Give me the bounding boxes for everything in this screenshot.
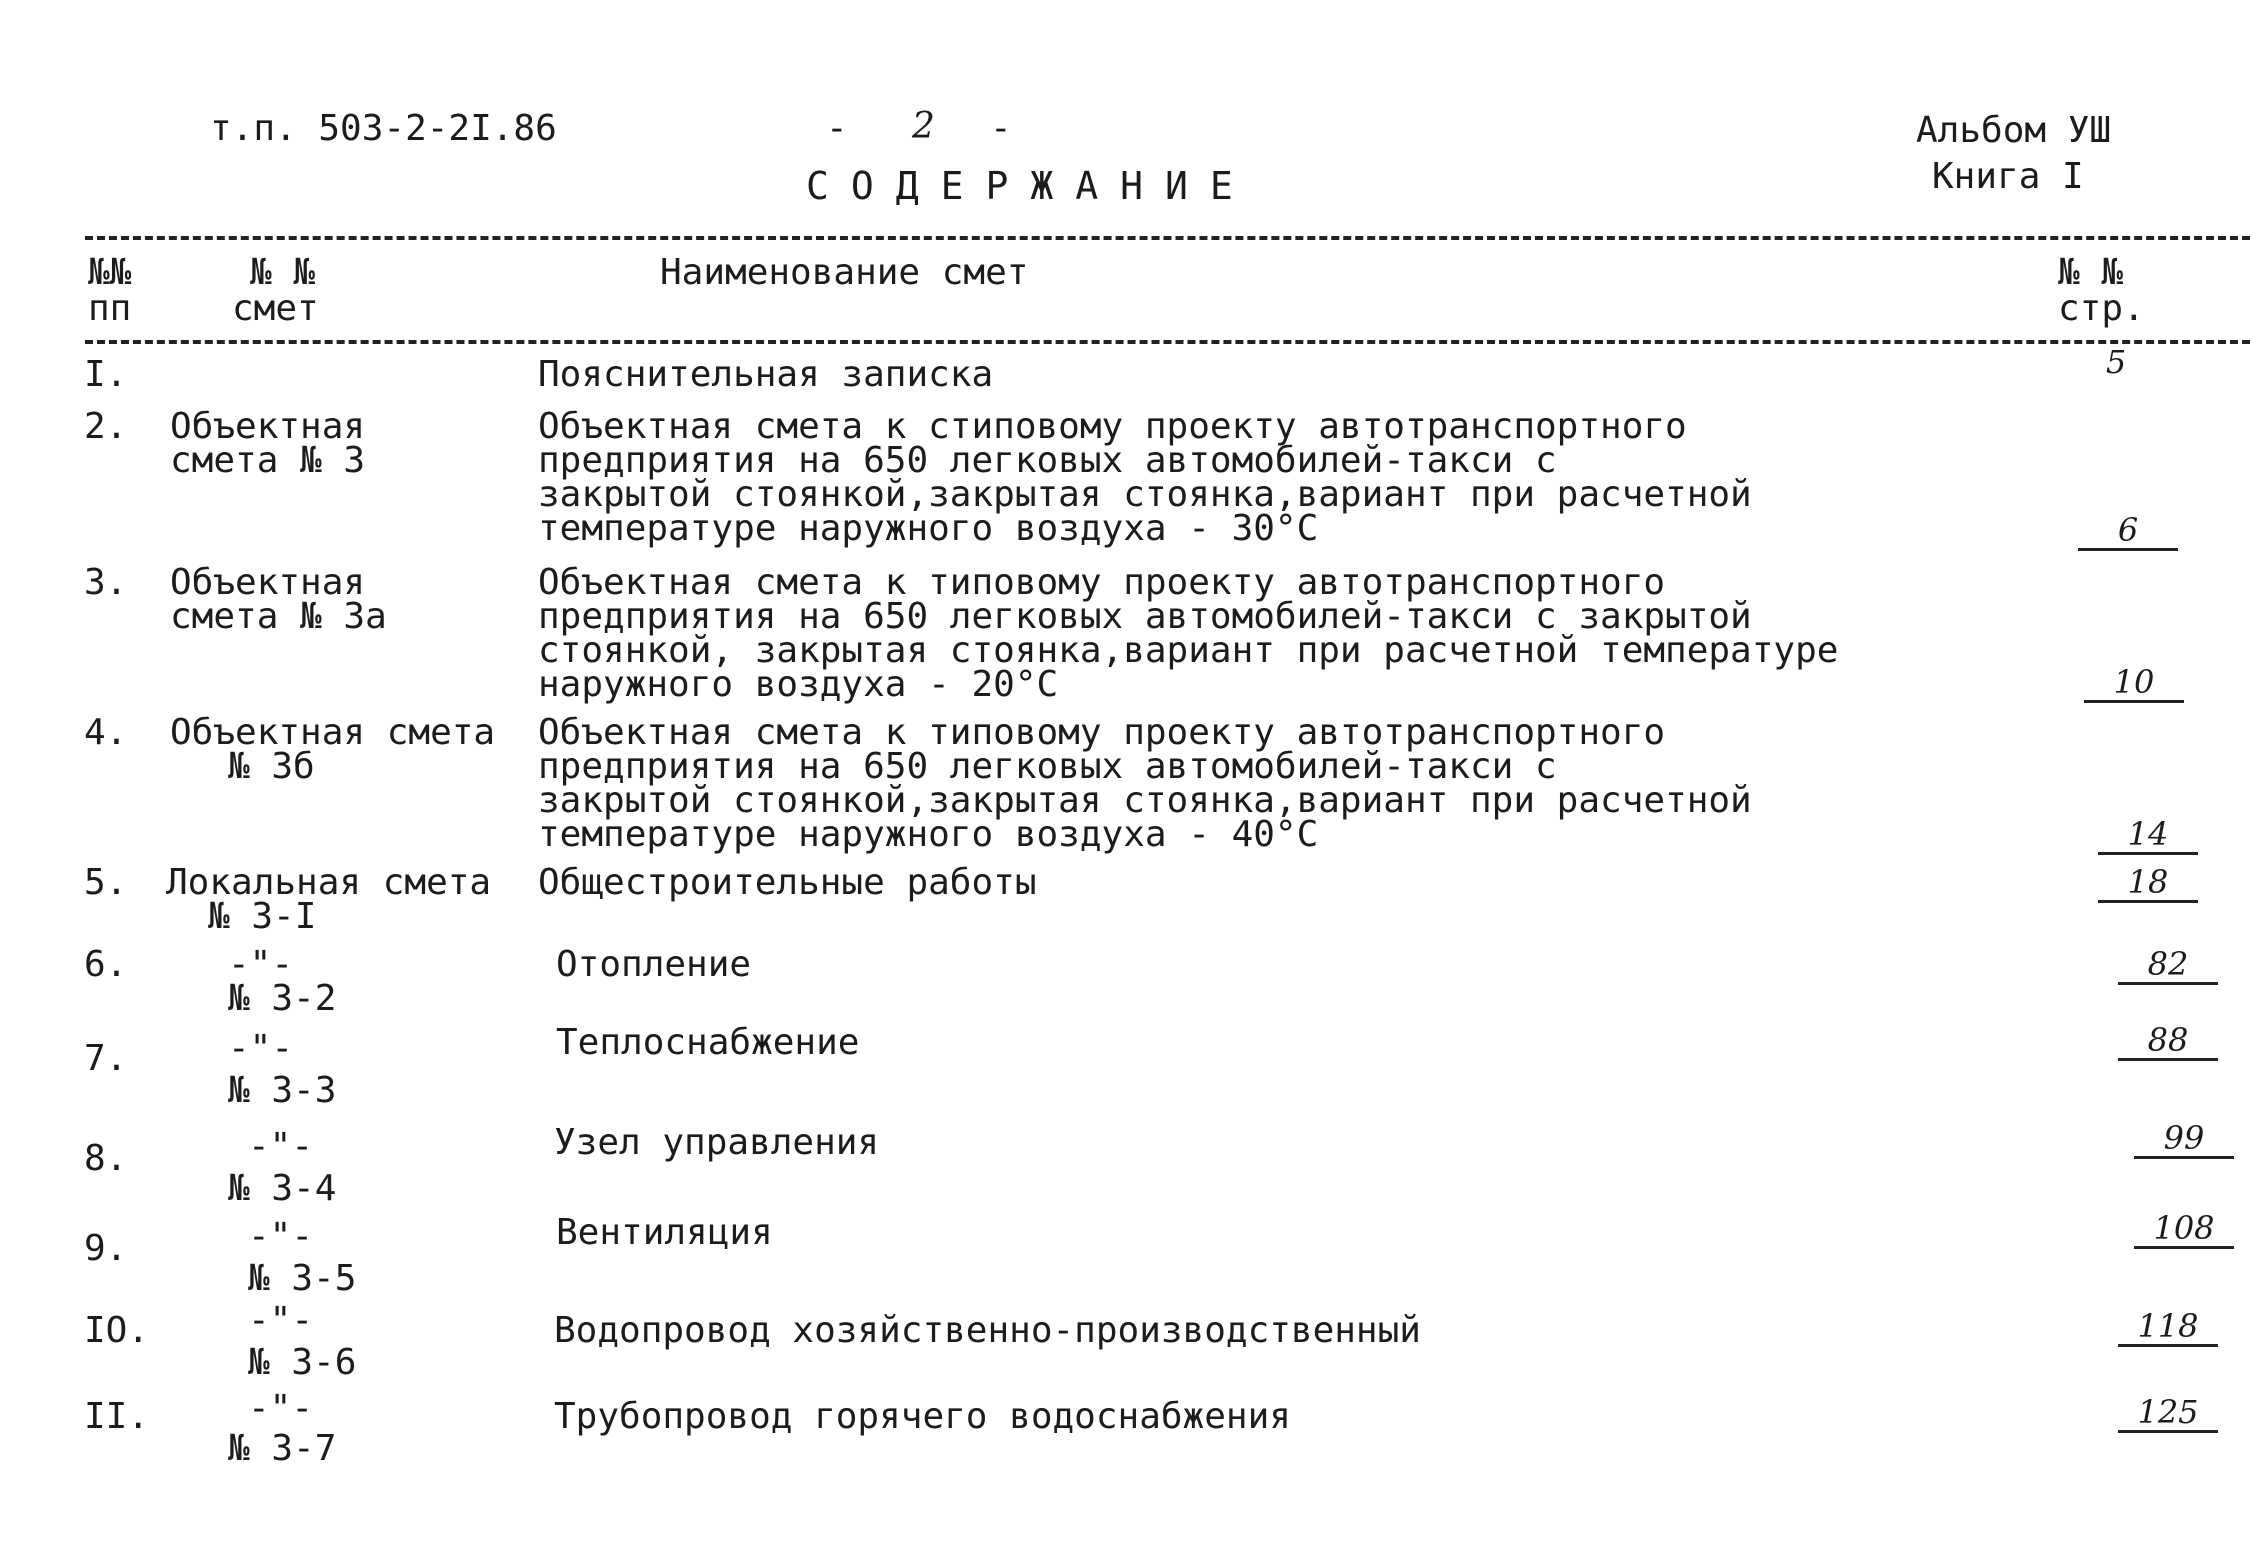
row-name-line: наружного воздуха - 20°С [538, 664, 1059, 705]
row-name-line: Объектная смета к стиповому проекту автотранспортного [538, 406, 1687, 447]
header-top-rule [85, 236, 2250, 240]
row-number: 7. [84, 1038, 128, 1079]
header-bottom-rule [85, 340, 2250, 344]
row-page-number: 125 [2118, 1394, 2218, 1433]
row-name-line: Трубопровод горячего водоснабжения [554, 1396, 1291, 1437]
row-page-number: 118 [2118, 1308, 2218, 1347]
document-code: т.п. 503-2-2I.86 [210, 108, 557, 149]
row-page-number: 18 [2098, 864, 2198, 903]
col-header-num-1: №№ [88, 252, 132, 293]
row-number: 5. [84, 862, 128, 903]
row-estimate-line2: № 3-2 [228, 978, 337, 1019]
row-name-line: предприятия на 650 легковых автомобилей-такси с [538, 440, 1557, 481]
row-name-line: Пояснительная записка [538, 354, 994, 395]
row-name-line: предприятия на 650 легковых автомобилей-такси с закрытой [538, 596, 1752, 637]
row-page-number: 10 [2084, 664, 2184, 703]
col-header-estimate-2: смет [232, 288, 319, 329]
row-estimate-line2: смета № 3а [170, 596, 387, 637]
row-estimate-line1: -"- [248, 1126, 314, 1167]
row-page-number: 5 [2105, 343, 2127, 381]
row-estimate-line2: смета № 3 [170, 440, 366, 481]
col-header-estimate-1: № № [250, 252, 316, 293]
page-number: 2 [912, 106, 935, 147]
row-estimate-line2: № 3-4 [228, 1168, 337, 1209]
row-number: 6. [84, 944, 128, 985]
row-number: I. [84, 354, 128, 395]
col-header-name: Наименование смет [660, 252, 1029, 293]
row-name-line: Узел управления [554, 1122, 880, 1163]
row-number: IO. [84, 1310, 150, 1351]
row-page-number: 14 [2098, 816, 2198, 855]
row-name-line: закрытой стоянкой,закрытая стоянка,вариант при расчетной [538, 780, 1752, 821]
row-estimate-line2: № 3-3 [228, 1070, 337, 1111]
row-name-line: предприятия на 650 легковых автомобилей-такси с [538, 746, 1557, 787]
row-page-number: 88 [2118, 1022, 2218, 1061]
row-name-line: Вентиляция [556, 1212, 773, 1253]
row-estimate-line1: Объектная [170, 562, 366, 603]
row-name-line: Объектная смета к типовому проекту автотранспортного [538, 562, 1666, 603]
row-estimate-line1: -"- [248, 1388, 314, 1429]
row-page-number: 6 [2078, 512, 2178, 551]
row-name-line: Объектная смета к типовому проекту автотранспортного [538, 712, 1666, 753]
album-label: Альбом УШ [1916, 110, 2112, 151]
row-name-line: Теплоснабжение [556, 1022, 860, 1063]
row-number: 4. [84, 712, 128, 753]
row-estimate-line1: -"- [248, 1300, 314, 1341]
row-estimate-line1: -"- [228, 1028, 294, 1069]
book-label: Книга I [1932, 156, 2084, 197]
row-estimate-line1: -"- [228, 944, 294, 985]
row-estimate-line1: Объектная смета [170, 712, 496, 753]
row-number: 2. [84, 406, 128, 447]
page-number-dash-left: - [826, 108, 848, 149]
row-page-number: 108 [2134, 1210, 2234, 1249]
page-title: СОДЕРЖАНИЕ [806, 164, 1255, 208]
row-estimate-line2: № 3-I [208, 896, 317, 937]
row-estimate-line1: Объектная [170, 406, 366, 447]
row-page-number: 99 [2134, 1120, 2234, 1159]
col-header-page-1: № № [2058, 252, 2124, 293]
page-number-dash-right: - [990, 108, 1012, 149]
row-number: II. [84, 1396, 150, 1437]
row-estimate-line2: № 3-6 [248, 1342, 357, 1383]
row-name-line: температуре наружного воздуха - 30°С [538, 508, 1319, 549]
row-name-line: Отопление [556, 944, 752, 985]
row-name-line: температуре наружного воздуха - 40°С [538, 814, 1319, 855]
col-header-page-2: стр. [2058, 288, 2145, 329]
row-estimate-line1: Локальная смета [166, 862, 492, 903]
row-estimate-line2: № 3-7 [228, 1428, 337, 1469]
col-header-num-2: пп [88, 288, 132, 329]
row-estimate-line2: № 3б [228, 746, 315, 787]
row-number: 9. [84, 1228, 128, 1269]
row-name-line: Общестроительные работы [538, 862, 1037, 903]
row-name-line: Водопровод хозяйственно-производственный [554, 1310, 1421, 1351]
row-page-number: 82 [2118, 946, 2218, 985]
row-name-line: стоянкой, закрытая стоянка,вариант при расчетной температуре [538, 630, 1839, 671]
row-estimate-line1: -"- [248, 1216, 314, 1257]
row-estimate-line2: № 3-5 [248, 1258, 357, 1299]
row-name-line: закрытой стоянкой,закрытая стоянка,вариант при расчетной [538, 474, 1752, 515]
row-number: 3. [84, 562, 128, 603]
row-number: 8. [84, 1138, 128, 1179]
